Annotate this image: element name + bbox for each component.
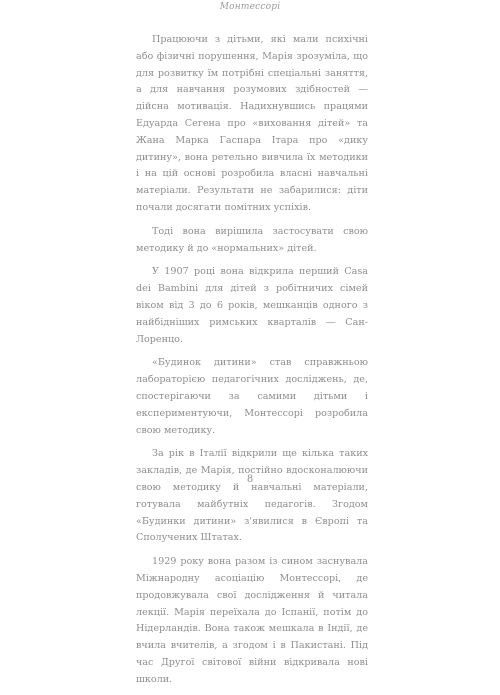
paragraph-1: Працюючи з дітьми, які мали психічні або фізичні порушення, Марія зрозуміла, що для розвитку їм потрібні спеціальні заняття, а для навчання розумових здібностей — дійсна мотивація. Надихнувшись працями Едуарда Сегена про «виховання дітей» та Жана Марка Гаспара Ітара про «дику дитину», вона ретельно вивчила їх методики і на цій основі розробила власні навчальні матеріали. Результати не забарилися: діти почали досягати помітних успіхів. [136, 34, 368, 213]
paragraph-4: «Будинок дитини» став справжньою лабораторією педагогічних досліджень, де, спостерігаючи за самими дітьми і експериментуючи, Монтессорі розробила свою методику. [136, 357, 368, 436]
page-number: 8 [246, 474, 254, 485]
running-header: Монтессорі [219, 2, 281, 12]
paragraph-6: 1929 року вона разом із сином заснувала Міжнародну асоціацію Монтессорі, де продовжувала свої дослідження й читала лекції. Марія переїхала до Іспанії, потім до Нідерландів. Вона також мешкала в Індії, де вчила вчителів, а згодом і в Пакистані. Під час Другої світової війни відкривала нові школи. [136, 556, 368, 685]
paragraph-5: За рік в Італії відкрили ще кілька таких закладів, де Марія, постійно вдосконалюючи свою методику й навчальні матеріали, готувала майбутніх педагогів. Згодом «Будинки дитини» з'явилися в Європі та Сполучених Штатах. [136, 448, 368, 544]
page-body [136, 32, 368, 695]
paragraph-2: Тоді вона вирішила застосувати свою методику й до «нормальних» дітей. [136, 225, 368, 254]
paragraph-3: У 1907 році вона відкрила перший Casa dei Bambini для дітей з робітничих сімей віком від 3 до 6 років, мешканців одного з найбідніших римських кварталів — Сан-Лоренцо. [136, 266, 368, 345]
